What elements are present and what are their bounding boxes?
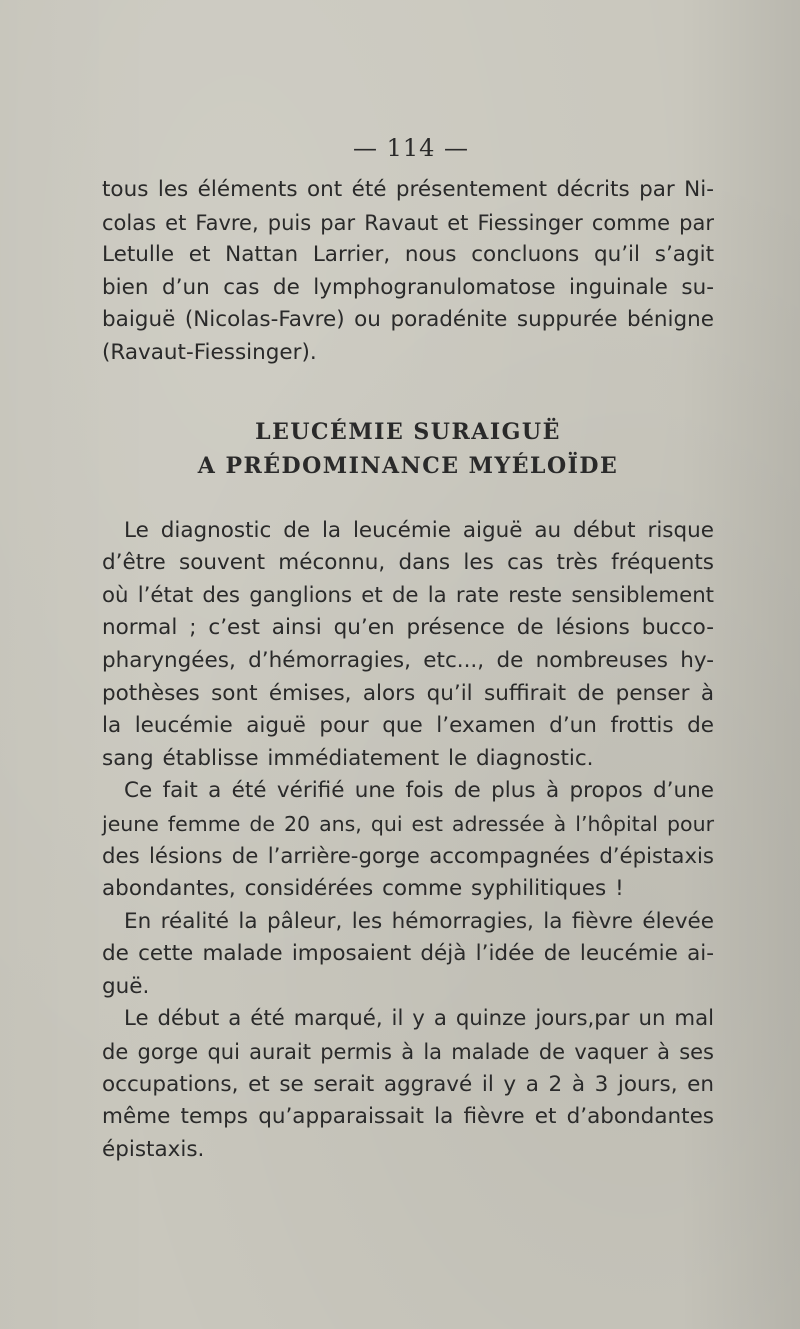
text-line: (Ravaut-Fiessinger).	[102, 339, 317, 365]
text-line: colas et Favre, puis par Ravaut et Fiessinger comme par	[102, 210, 714, 235]
text-line: de gorge qui aurait permis à la malade de vaquer à ses	[102, 1040, 714, 1065]
text-line: où l’état des ganglions et de la rate reste sensiblement	[102, 582, 714, 608]
text-line: occupations, et se serait aggravé il y a 2 à 3 jours, en	[102, 1071, 714, 1097]
text-line: la leucémie aiguë pour que l’examen d’un frottis de	[102, 713, 714, 739]
text-line: Ce fait a été vérifié une fois de plus à propos d’une	[124, 778, 714, 804]
text-line: sang établisse immédiatement le diagnostic.	[102, 745, 594, 771]
body-paragraph-2	[102, 775, 714, 905]
text-line: pharyngées, d’hémorragies, etc..., de nombreuses hy-	[102, 647, 714, 673]
text-line: abondantes, considérées comme syphilitiques !	[102, 876, 624, 902]
text-line: des lésions de l’arrière-gorge accompagnées d’épistaxis	[102, 843, 714, 869]
text-line: normal ; c’est ainsi qu’en présence de lésions bucco-	[102, 615, 714, 641]
intro-paragraph	[102, 174, 714, 370]
text-line: En réalité la pâleur, les hémorragies, la fièvre élevée	[124, 908, 714, 934]
heading-line-2: A PRÉDOMINANCE MYÉLOÏDE	[197, 452, 619, 479]
heading-line-1: LEUCÉMIE SURAIGUË	[255, 418, 561, 445]
text-line: bien d’un cas de lymphogranulomatose inguinale su-	[102, 274, 714, 300]
book-page	[102, 130, 714, 1166]
text-line: même temps qu’apparaissait la fièvre et d’abondantes	[102, 1104, 714, 1130]
text-line: Le début a été marqué, il y a quinze jours,par un mal	[124, 1006, 714, 1032]
text-line: jeune femme de 20 ans, qui est adressée à l’hôpital pour	[102, 811, 714, 836]
body-paragraph-1	[102, 515, 714, 776]
body-paragraph-4	[102, 1003, 714, 1166]
text-line: baiguë (Nicolas-Favre) ou poradénite suppurée bénigne	[102, 307, 714, 333]
page-number: — 114 —	[352, 134, 470, 162]
body-paragraph-3	[102, 906, 714, 1004]
text-line: épistaxis.	[102, 1136, 205, 1162]
text-line: guë.	[102, 973, 150, 999]
section-heading	[102, 415, 714, 483]
text-line: Letulle et Nattan Larrier, nous concluons qu’il s’agit	[102, 242, 714, 268]
text-line: d’être souvent méconnu, dans les cas très fréquents	[102, 550, 714, 576]
text-line: tous les éléments ont été présentement décrits par Ni-	[102, 177, 714, 202]
text-line: de cette malade imposaient déjà l’idée de leucémie ai-	[102, 941, 714, 967]
text-line: pothèses sont émises, alors qu’il suffirait de penser à	[102, 680, 714, 706]
text-line: Le diagnostic de la leucémie aiguë au début risque	[124, 517, 714, 543]
